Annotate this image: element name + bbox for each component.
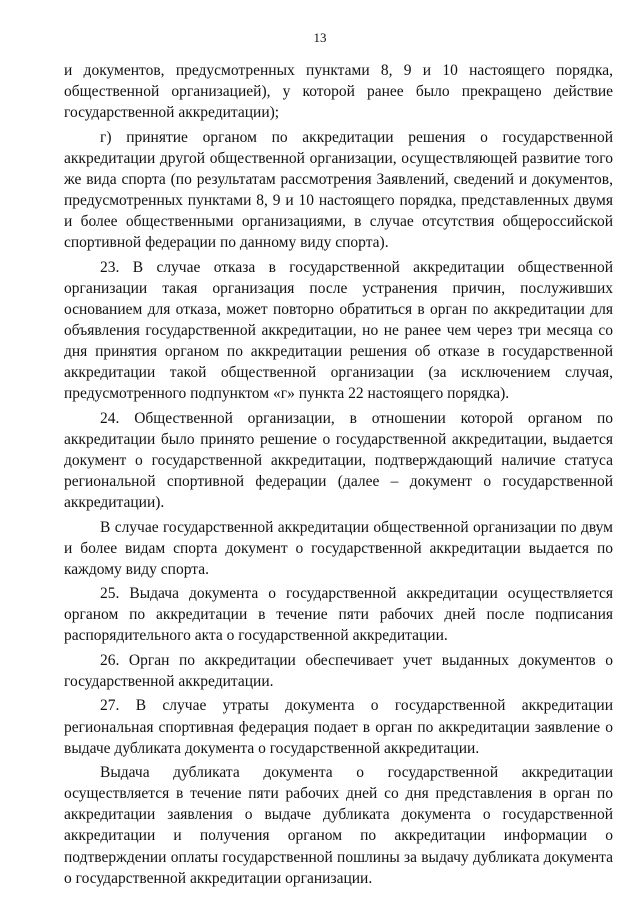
paragraph-23: 23. В случае отказа в государственной аккредитации общественной организации такая организация после устранения причин, послуживших основанием для отказа, может повторно обратиться в орган по аккредитации для объявления государственной аккредитации, но не ранее чем через три месяца со дня принятия органом по аккредитации решения об отказе в государственной аккредитации такой общественной организации (за исключением случая, предусмотренного подпунктом «г» пункта 22 настоящего порядка).: [64, 258, 613, 403]
paragraph-25: 25. Выдача документа о государственной аккредитации осуществляется органом по аккредитации в течение пяти рабочих дней после подписания распорядительного акта о государственной аккредитации.: [64, 585, 613, 645]
paragraph-27: 27. В случае утраты документа о государственной аккредитации региональная спортивная федерация подает в орган по аккредитации заявление о выдаче дубликата документа о государственной аккредитации.: [64, 697, 613, 757]
page-number: 13: [313, 30, 327, 45]
paragraph-24: 24. Общественной организации, в отношении которой органом по аккредитации было принято решение о государственной аккредитации, выдается документ о государственной аккредитации, подтверждающий наличие статуса региональной спортивной федерации (далее – документ о государственной аккредитации).: [64, 409, 613, 512]
paragraph-24-addendum: В случае государственной аккредитации общественной организации по двум и более видам спорта документ о государственной аккредитации выдается по каждому виду спорта.: [64, 518, 613, 578]
paragraph-27-addendum: Выдача дубликата документа о государственной аккредитации осуществляется в течение пяти рабочих дней со дня представления в орган по аккредитации заявления о выдаче дубликата документа о государственной аккредитации и получения органом по аккредитации информации о подтверждении оплаты государственной пошлины за выдачу дубликата документа о государственной аккредитации организации.: [64, 764, 613, 887]
paragraph-26: 26. Орган по аккредитации обеспечивает учет выданных документов о государственной аккредитации.: [64, 651, 613, 690]
document-body: [64, 60, 613, 892]
paragraph-continuation: и документов, предусмотренных пунктами 8, 9 и 10 настоящего порядка, общественной организацией), у которой ранее было прекращено действие государственной аккредитации);: [64, 62, 613, 122]
paragraph-subitem-g: г) принятие органом по аккредитации решения о государственной аккредитации другой общественной организации, осуществляющей развитие того же вида спорта (по результатам рассмотрения Заявлений, сведений и документов, предусмотренных пунктами 8, 9 и 10 настоящего порядка, представленных двумя и более общественными организациями, в случае отсутствия общероссийской спортивной федерации по данному виду спорта).: [64, 128, 613, 252]
